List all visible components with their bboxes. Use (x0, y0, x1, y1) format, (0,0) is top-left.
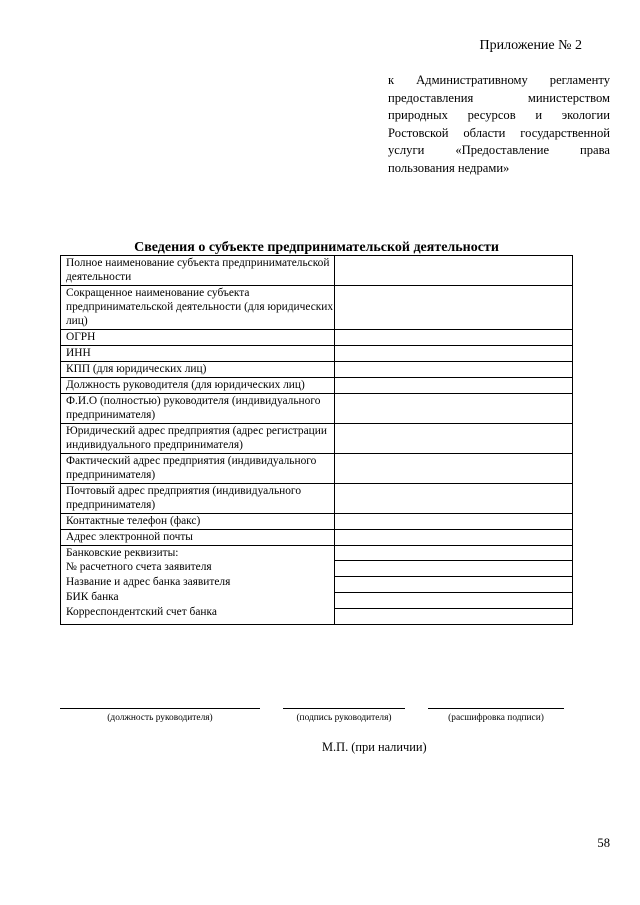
bank-details-title: Банковские реквизиты: (66, 547, 179, 559)
decoding-caption: (расшифровка подписи) (448, 713, 544, 723)
table-row (61, 378, 573, 394)
field-value[interactable] (335, 346, 573, 362)
bank-field-value[interactable] (335, 576, 572, 592)
bank-details-values (335, 546, 573, 625)
signature-line[interactable] (283, 708, 405, 709)
field-value[interactable] (335, 362, 573, 378)
field-label: Адрес электронной почты (61, 530, 335, 546)
bank-field-value[interactable] (335, 592, 572, 608)
field-value[interactable] (335, 330, 573, 346)
field-value[interactable] (335, 454, 573, 484)
appendix-subtitle: к Административному регламенту предоставления министерством природных ресурсов и экологии Ростовской области государственной услуги «Предоставление права пользования недрами» (388, 73, 610, 175)
field-label: ОГРН (61, 330, 335, 346)
stamp-note: М.П. (при наличии) (322, 740, 427, 754)
table-row (61, 346, 573, 362)
bank-field-label: Название и адрес банка заявителя (66, 576, 231, 588)
bank-title-spacer (335, 546, 572, 560)
signature-caption: (подпись руководителя) (296, 713, 392, 723)
field-label: Фактический адрес предприятия (индивидуального предпринимателя) (61, 454, 335, 484)
table-row (61, 394, 573, 424)
table-row (61, 514, 573, 530)
field-label: Должность руководителя (для юридических лиц) (61, 378, 335, 394)
position-caption: (должность руководителя) (107, 713, 213, 723)
field-label: Сокращенное наименование субъекта предпринимательской деятельности (для юридических лиц) (61, 286, 335, 330)
field-value[interactable] (335, 514, 573, 530)
table-row (61, 362, 573, 378)
table-row (61, 424, 573, 454)
bank-details-labels (61, 546, 335, 625)
table-row (61, 484, 573, 514)
entity-info-body (61, 256, 573, 625)
table-row (61, 286, 573, 330)
position-signature-line[interactable] (60, 708, 260, 709)
field-value[interactable] (335, 256, 573, 286)
field-label: Контактные телефон (факс) (61, 514, 335, 530)
table-row (61, 530, 573, 546)
table-row (61, 256, 573, 286)
bank-field-label: № расчетного счета заявителя (66, 561, 212, 573)
field-value[interactable] (335, 424, 573, 454)
appendix-title: Приложение № 2 (479, 38, 582, 53)
decoding-signature-line[interactable] (428, 708, 564, 709)
entity-info-table (60, 255, 573, 625)
field-label: Полное наименование субъекта предпринимательской деятельности (61, 256, 335, 286)
field-label: Юридический адрес предприятия (адрес регистрации индивидуального предпринимателя) (61, 424, 335, 454)
field-label: КПП (для юридических лиц) (61, 362, 335, 378)
bank-field-label: БИК банка (66, 591, 119, 603)
field-label: Почтовый адрес предприятия (индивидуального предпринимателя) (61, 484, 335, 514)
page-number: 58 (597, 836, 610, 850)
form-title: Сведения о субъекте предпринимательской деятельности (134, 240, 499, 255)
table-row (61, 330, 573, 346)
field-value[interactable] (335, 394, 573, 424)
bank-field-value[interactable] (335, 608, 572, 624)
field-label: ИНН (61, 346, 335, 362)
field-value[interactable] (335, 286, 573, 330)
bank-details-row (61, 546, 573, 625)
field-value[interactable] (335, 530, 573, 546)
bank-field-label: Корреспондентский счет банка (66, 606, 217, 618)
field-value[interactable] (335, 484, 573, 514)
table-row (61, 454, 573, 484)
field-value[interactable] (335, 378, 573, 394)
field-label: Ф.И.О (полностью) руководителя (индивидуального предпринимателя) (61, 394, 335, 424)
bank-field-value[interactable] (335, 560, 572, 576)
